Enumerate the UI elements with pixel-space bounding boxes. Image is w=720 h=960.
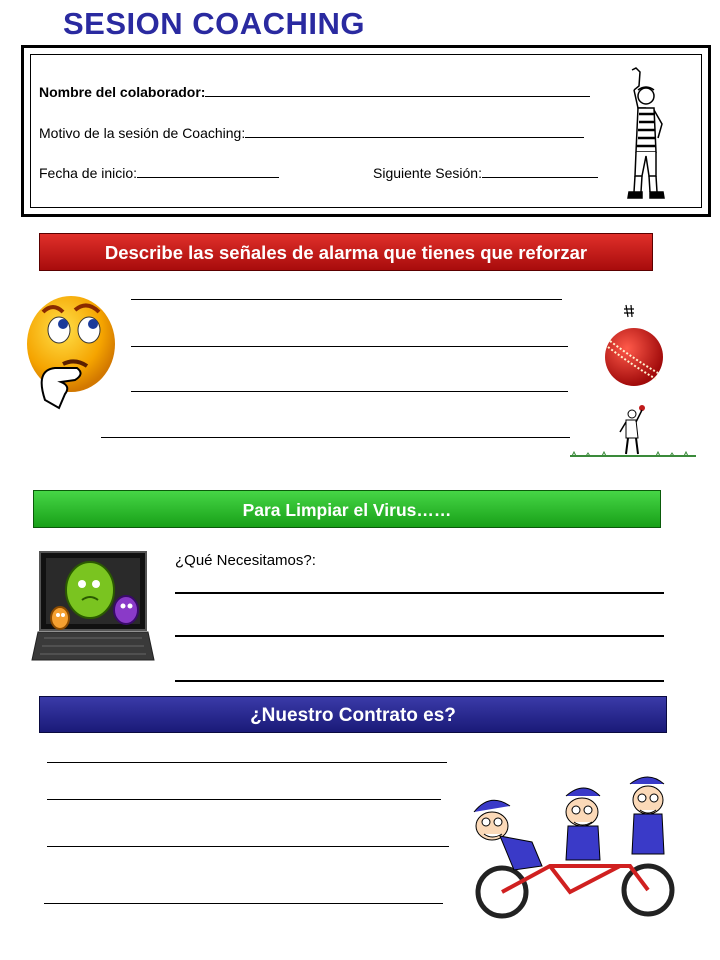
contract-answer-line-3[interactable] — [47, 846, 449, 847]
alarm-answer-line-3[interactable] — [131, 391, 568, 392]
collaborator-label: Nombre del colaborador: — [39, 84, 206, 100]
start-date-field — [39, 165, 279, 181]
tandem-cyclists-icon — [450, 770, 690, 920]
alarm-section-banner: Describe las señales de alarma que tienes que reforzar — [39, 233, 653, 271]
referee-icon — [618, 64, 674, 208]
next-session-input-line[interactable] — [482, 165, 598, 178]
next-session-label: Siguiente Sesión: — [373, 165, 482, 181]
contract-section-banner: ¿Nuestro Contrato es? — [39, 696, 667, 733]
contract-answer-line-4[interactable] — [44, 903, 443, 904]
needs-answer-line-1[interactable] — [175, 592, 664, 594]
needs-answer-line-3[interactable] — [175, 680, 664, 682]
motive-label: Motivo de la sesión de Coaching: — [39, 125, 246, 141]
alarm-answer-line-1[interactable] — [131, 299, 562, 300]
alarm-answer-line-2[interactable] — [131, 346, 568, 347]
contract-answer-line-2[interactable] — [47, 799, 441, 800]
alarm-answer-line-4[interactable] — [101, 437, 570, 438]
needs-label: ¿Qué Necesitamos?: — [175, 552, 316, 569]
motive-field — [39, 125, 584, 141]
thinking-smiley-icon — [15, 290, 115, 415]
next-session-field — [373, 165, 598, 181]
collaborator-field — [39, 84, 590, 100]
start-date-label: Fecha de inicio: — [39, 165, 138, 181]
start-date-input-line[interactable] — [137, 165, 279, 178]
contract-answer-line-1[interactable] — [47, 762, 447, 763]
needs-answer-line-2[interactable] — [175, 635, 664, 637]
page-title: SESION COACHING — [63, 6, 366, 41]
virus-laptop-icon — [30, 548, 156, 666]
collaborator-input-line[interactable] — [205, 84, 590, 97]
motive-input-line[interactable] — [245, 125, 584, 138]
cricket-player-icon — [566, 402, 700, 462]
virus-section-banner: Para Limpiar el Virus…… — [33, 490, 661, 528]
cricket-ball-icon — [600, 303, 668, 389]
